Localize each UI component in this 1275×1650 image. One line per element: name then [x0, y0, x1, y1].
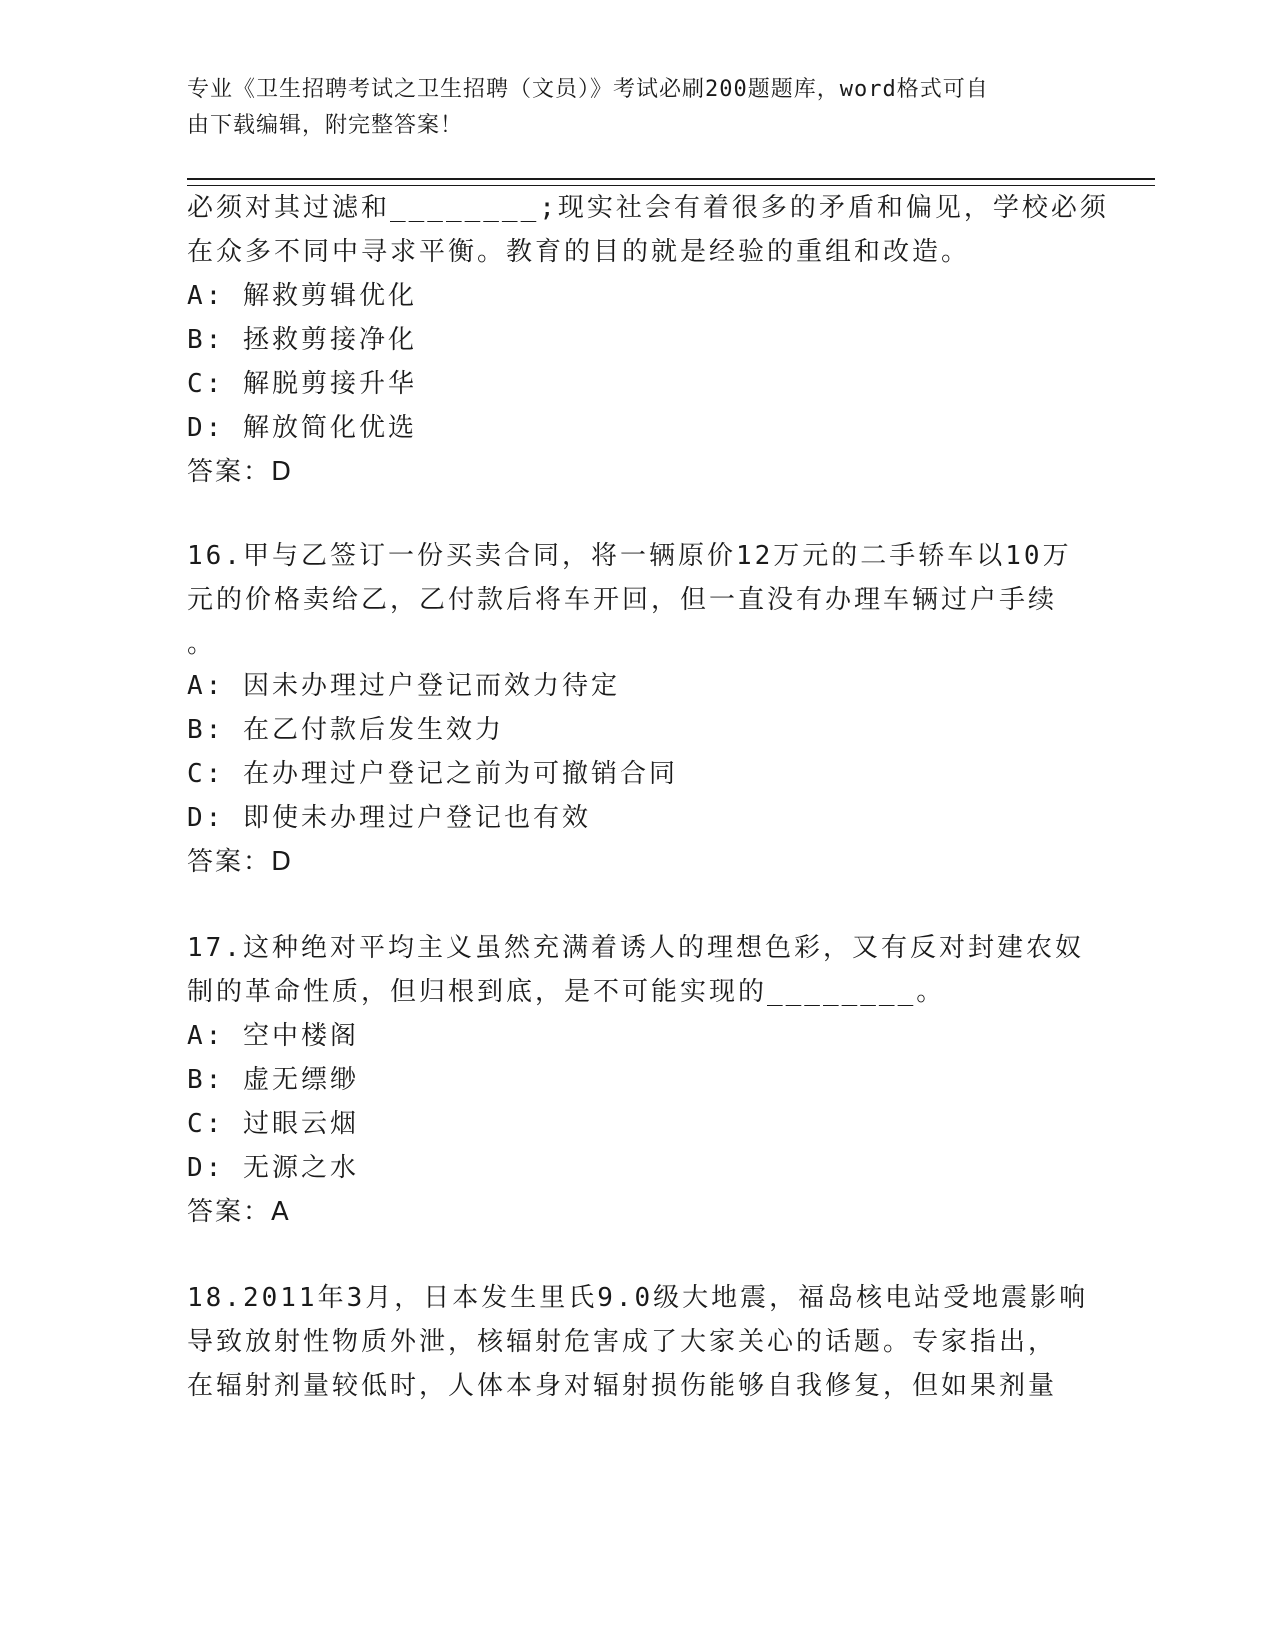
question-text-line: 。	[187, 629, 217, 659]
option-c: C: 在办理过户登记之前为可撤销合同	[187, 759, 678, 789]
question-text-line: 制的革命性质，但归根到底，是不可能实现的________。	[187, 977, 946, 1007]
answer-line: 答案：A	[187, 1197, 291, 1227]
document-header	[187, 72, 1067, 144]
option-a: A: 因未办理过户登记而效力待定	[187, 671, 620, 701]
option-b: B: 拯救剪接净化	[187, 325, 417, 355]
answer-line: 答案：D	[187, 847, 294, 877]
option-b: B: 在乙付款后发生效力	[187, 715, 504, 745]
question-text-line: 在辐射剂量较低时，人体本身对辐射损伤能够自我修复，但如果剂量	[187, 1371, 1058, 1401]
header-line-2: 由下载编辑，附完整答案！	[187, 113, 464, 138]
question-text-line: 17.这种绝对平均主义虽然充满着诱人的理想色彩，又有反对封建农奴	[187, 933, 1084, 963]
question-text-line: 导致放射性物质外泄，核辐射危害成了大家关心的话题。专家指出，	[187, 1327, 1058, 1357]
question-text-line: 在众多不同中寻求平衡。教育的目的就是经验的重组和改造。	[187, 237, 971, 267]
answer-line: 答案：D	[187, 457, 294, 487]
question-text-line: 元的价格卖给乙，乙付款后将车开回，但一直没有办理车辆过户手续	[187, 585, 1058, 615]
header-line-1: 专业《卫生招聘考试之卫生招聘（文员）》考试必刷200题题库，word格式可自	[187, 77, 989, 102]
question-text-line: 必须对其过滤和________;现实社会有着很多的矛盾和偏见，学校必须	[187, 193, 1109, 223]
option-a: A: 解救剪辑优化	[187, 281, 417, 311]
option-a: A: 空中楼阁	[187, 1021, 359, 1051]
option-c: C: 过眼云烟	[187, 1109, 359, 1139]
option-d: D: 无源之水	[187, 1153, 359, 1183]
option-d: D: 即使未办理过户登记也有效	[187, 803, 591, 833]
question-text-line: 16.甲与乙签订一份买卖合同，将一辆原价12万元的二手轿车以10万	[187, 541, 1072, 571]
header-divider	[187, 178, 1155, 186]
option-d: D: 解放简化优选	[187, 413, 417, 443]
option-c: C: 解脱剪接升华	[187, 369, 417, 399]
option-b: B: 虚无缥缈	[187, 1065, 359, 1095]
question-text-line: 18.2011年3月，日本发生里氏9.0级大地震，福岛核电站受地震影响	[187, 1283, 1089, 1313]
